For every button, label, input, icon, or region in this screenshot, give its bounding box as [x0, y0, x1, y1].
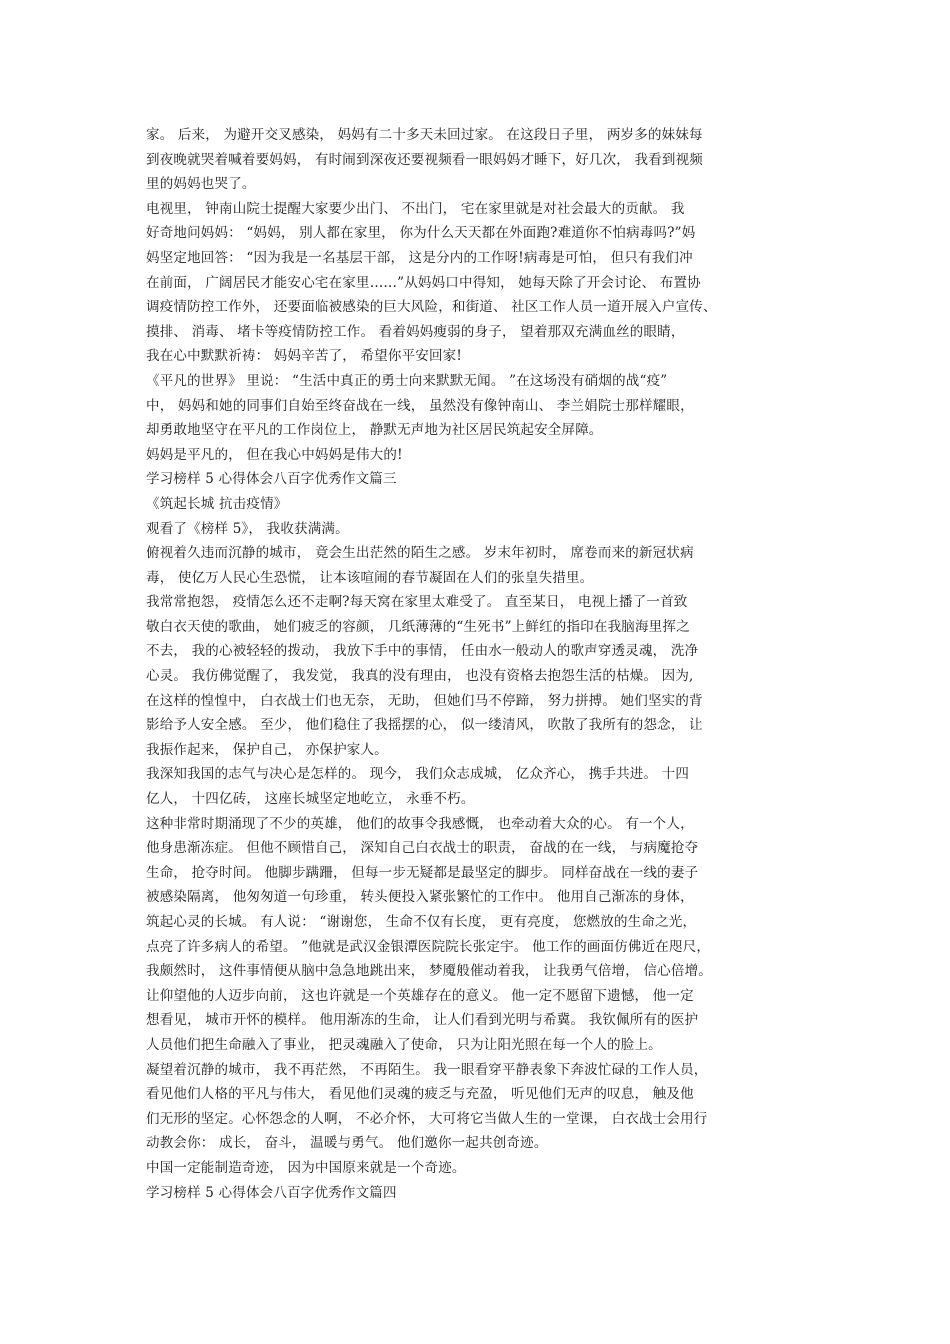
- text-line: 他身患渐冻症。 但他不顾惜自己， 深知自己白衣战士的职责， 奋战的在一线， 与病魔抢夺: [146, 840, 699, 857]
- text-line: 却勇敢地坚守在平凡的工作岗位上， 静默无声地为社区居民筑起安全屏障。: [146, 422, 603, 439]
- essay-body: [146, 123, 816, 1205]
- text-line: 敬白衣天使的歌曲， 她们疲乏的容颜， 几纸薄薄的“生死书”上鲜红的指印在我脑海里挥之: [146, 618, 690, 635]
- text-line: 俯视着久违而沉静的城市， 竟会生出茫然的陌生之感。 岁末年初时， 席卷而来的新冠状病: [146, 545, 694, 562]
- text-line: 想看见， 城市开怀的模样。 他用渐冻的生命， 让人们看到光明与希冀。 我钦佩所有的医护: [146, 1012, 699, 1029]
- text-line: 在这样的惶惶中， 白衣战士们也无奈， 无助， 但她们马不停蹄， 努力拼搏。 她们坚实的背: [146, 692, 703, 709]
- text-line: 调疫情防控工作外， 还要面临被感染的巨大风险，和街道、 社区工作人员一道开展入户宣传、: [146, 299, 717, 316]
- text-line: 我深知我国的志气与决心是怎样的。 现今， 我们众志成城， 亿众齐心， 携手共进。 十四: [146, 766, 690, 783]
- text-line: 电视里， 钟南山院士提醒大家要少出门、 不出门， 宅在家里就是对社会最大的贡献。 我: [146, 200, 685, 217]
- text-line: 家。 后来， 为避开交叉感染， 妈妈有二十多天未回过家。 在这段日子里， 两岁多的妹妹每: [146, 127, 703, 143]
- text-line: 里的妈妈也哭了。: [146, 176, 256, 193]
- text-line: 我振作起来， 保护自己， 亦保护家人。: [146, 741, 388, 758]
- text-line: 妈妈是平凡的， 但在我心中妈妈是伟大的!: [146, 446, 403, 463]
- text-line: 在前面， 广阔居民才能安心宅在家里……”从妈妈口中得知， 她每天除了开会讨论、 布置协: [146, 274, 701, 291]
- text-line: 好奇地问妈妈： “妈妈， 别人都在家里， 你为什么天天都在外面跑?难道你不怕病毒吗?”妈: [146, 225, 696, 242]
- text-line: 中， 妈妈和她的同事们自始至终奋战在一线， 虽然没有像钟南山、 李兰娟院士那样耀眼，: [146, 397, 694, 414]
- text-line: 这种非常时期涌现了不少的英雄， 他们的故事令我感慨， 也牵动着大众的心。 有一个人，: [146, 815, 694, 832]
- text-line: 毒， 使亿万人民心生恐慌， 让本该喧闹的春节凝固在人们的张皇失措里。: [146, 569, 594, 586]
- text-line: 不去， 我的心被轻轻的拨动， 我放下手中的事情， 任由水一般动人的歌声穿透灵魂， 洗净: [146, 643, 699, 660]
- section-heading: 学习榜样 5 心得体会八百字优秀作文篇三: [146, 471, 397, 488]
- text-line: 我颇然时， 这件事情便从脑中急急地跳出来， 梦魇般催动着我， 让我勇气倍增， 信心倍增。: [146, 963, 712, 980]
- text-line: 动教会你： 成长， 奋斗， 温暖与勇气。 他们邀你一起共创奇迹。: [146, 1135, 548, 1152]
- section-heading: 学习榜样 5 心得体会八百字优秀作文篇四: [146, 1184, 397, 1201]
- text-line: 到夜晚就哭着喊着要妈妈， 有时闹到深夜还要视频看一眼妈妈才睡下，好几次， 我看到视频: [146, 151, 703, 168]
- text-line: 亿人， 十四亿砖， 这座长城坚定地屹立， 永垂不朽。: [146, 791, 475, 808]
- essay-title: 《筑起长城 抗击疫情》: [146, 495, 288, 512]
- text-line: 让仰望他的人迈步向前， 这也许就是一个英雄存在的意义。 他一定不愿留下遗憾， 他一定: [146, 987, 694, 1004]
- text-line: 人员他们把生命融入了事业， 把灵魂融入了使命， 只为让阳光照在每一个人的脸上。: [146, 1036, 662, 1053]
- text-line: 我常常抱怨， 疫情怎么还不走啊?每天窝在家里太难受了。 直至某日， 电视上播了一首致: [146, 594, 688, 611]
- text-line: 点亮了许多病人的希望。 ”他就是武汉金银潭医院院长张定宇。 他工作的画面仿佛近在咫尺，: [146, 938, 711, 955]
- text-line: 我在心中默默祈祷： 妈妈辛苦了， 希望你平安回家!: [146, 348, 463, 365]
- text-line: 们无形的坚定。心怀怨念的人啊， 不必介怀， 大可将它当做人生的一堂课， 白衣战士会用行: [146, 1110, 708, 1127]
- text-line: 《平凡的世界》 里说： “生活中真正的勇士向来默默无闻。 ”在这场没有硝烟的战“疫”: [146, 372, 668, 389]
- text-line: 筑起心灵的长城。 有人说： “谢谢您， 生命不仅有长度， 更有亮度， 您燃放的生命之光，: [146, 914, 697, 930]
- text-line: 妈坚定地回答： “因为我是一名基层干部， 这是分内的工作呀!病毒是可怕， 但只有我们冲: [146, 249, 693, 266]
- text-line: 生命， 抢夺时间。 他脚步蹒跚， 但每一步无疑都是最坚定的脚步。 同样奋战在一线的妻子: [146, 864, 699, 881]
- text-line: 影给予人安全感。 至少， 他们稳住了我摇摆的心， 似一缕清风， 吹散了我所有的怨念， 让: [146, 717, 703, 734]
- text-line: 摸排、 消毒、 堵卡等疫情防控工作。 看着妈妈瘦弱的身子， 望着那双充满血丝的眼睛，: [146, 323, 685, 340]
- text-line: 中国一定能制造奇迹， 因为中国原来就是一个奇迹。: [146, 1159, 466, 1176]
- text-line: 看见他们人格的平凡与伟大， 看见他们灵魂的疲乏与充盈， 听见他们无声的叹息， 触及他: [146, 1086, 694, 1103]
- text-line: 凝望着沉静的城市， 我不再茫然， 不再陌生。 我一眼看穿平静表象下奔波忙碌的工作人员，: [146, 1061, 708, 1078]
- text-line: 心灵。 我仿佛觉醒了， 我发觉， 我真的没有理由， 也没有资格去抱怨生活的枯燥。 因为,: [146, 668, 694, 685]
- text-line: 观看了《榜样 5》， 我收获满满。: [146, 520, 349, 537]
- text-line: 被感染隔离， 他匆匆道一句珍重， 转头便投入紧张繁忙的工作中。 他用自己渐冻的身体，: [146, 889, 694, 906]
